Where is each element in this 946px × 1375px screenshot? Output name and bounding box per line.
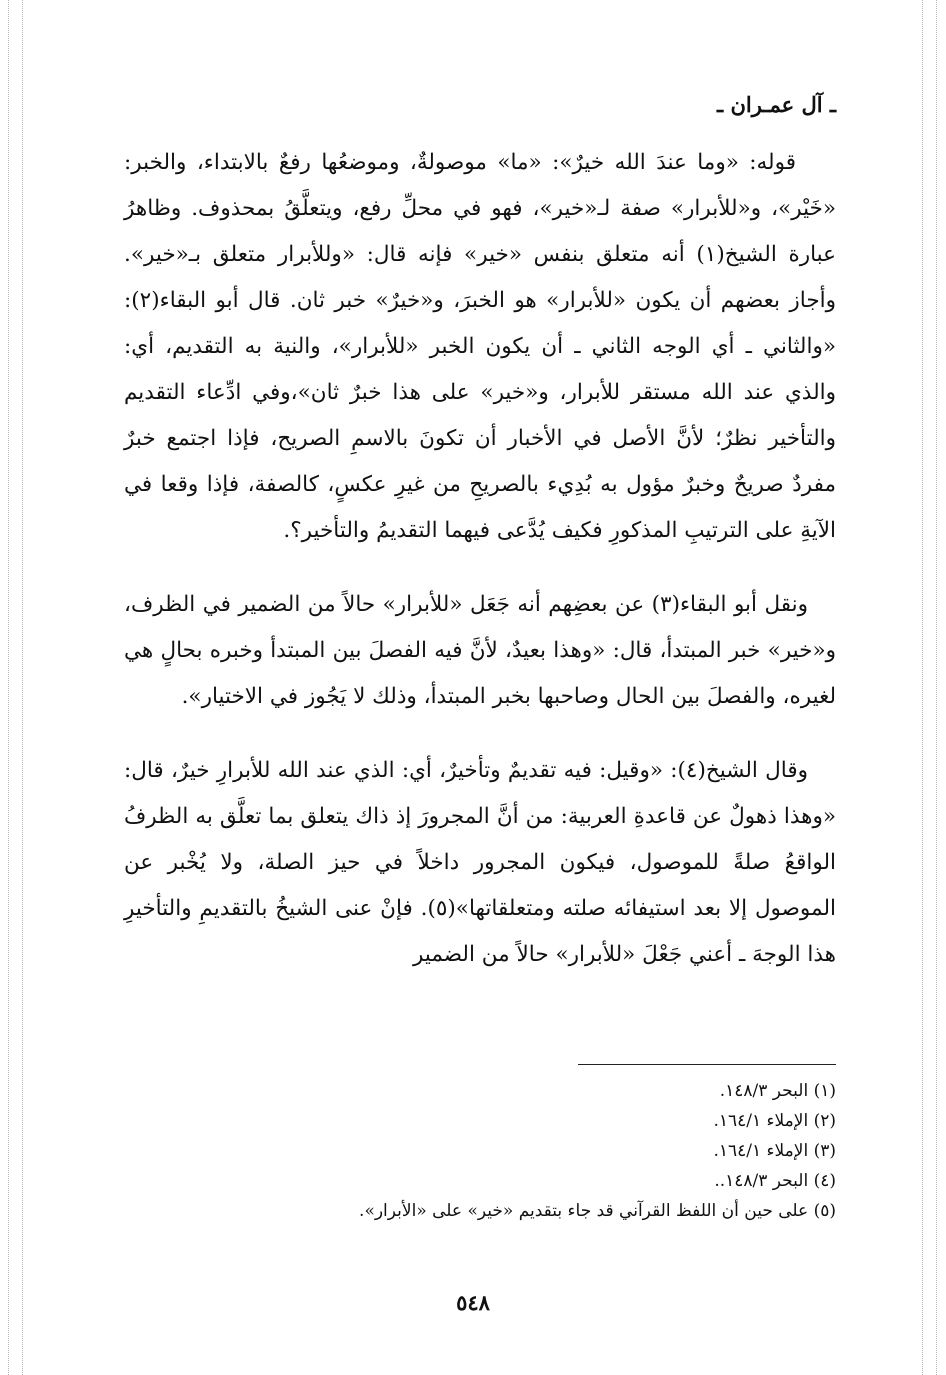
right-margin-dots-inner: [922, 0, 923, 1375]
running-head: ـ آل عمـران ـ: [717, 92, 836, 117]
footnote-2: (٢) الإملاء ١٦٤/١.: [713, 1111, 836, 1131]
footnote-separator: [578, 1064, 836, 1065]
left-margin-dots-outer: [8, 0, 9, 1375]
main-text: [124, 140, 836, 1006]
right-margin-dots-outer: [936, 0, 937, 1375]
footnotes: [124, 1076, 836, 1226]
footnote-4: (٤) البحر ١٤٨/٣..: [714, 1171, 836, 1191]
left-margin-dots-inner: [22, 0, 23, 1375]
footnote-3: (٣) الإملاء ١٦٤/١.: [713, 1141, 836, 1161]
paragraph-1: قوله: «وما عندَ الله خيرٌ»: «ما» موصولةٌ، وموضعُها رفعٌ بالابتداء، والخبر: «خَيْر»، و«للأبرار» صفة لـ«خير»، فهو في محلِّ رفع، ويتعلَّقُ بمحذوف. وظاهرُ عبارة الشيخ(١) أنه متعلق بنفس «خير» فإنه قال: «وللأبرار متعلق بـ«خير». وأجاز بعضهم أن يكون «للأبرار» هو الخبرَ، و«خيرٌ» خبر ثان. قال أبو البقاء(٢): «والثاني ـ أي الوجه الثاني ـ أن يكون الخبر «للأبرار»، والنية به التقديم، أي: والذي عند الله مستقر للأبرار، و«خير» على هذا خبرٌ ثان»،وفي ادِّعاء التقديم والتأخير نظرٌ؛ لأنَّ الأصل في الأخبار أن تكونَ بالاسمِ الصريح، فإذا اجتمع خبرٌ مفردٌ صريحٌ وخبرٌ مؤول به بُدِيء بالصريحِ من غيرِ عكسٍ، كالصفة، فإذا وقعا في الآيةِ على الترتيبِ المذكورِ فكيف يُدَّعى فيهما التقديمُ والتأخير؟.: [124, 150, 836, 543]
paragraph-3: وقال الشيخ(٤): «وقيل: فيه تقديمٌ وتأخيرٌ، أي: الذي عند الله للأبرارِ خيرٌ، قال: «وهذا ذهولٌ عن قاعدةِ العربية: من أنَّ المجرورَ إذ ذاك يتعلق بما تعلَّق به الظرفُ الواقعُ صلةً للموصول، فيكون المجرور داخلاً في حيز الصلة، ولا يُخْبر عن الموصول إلا بعد استيفائه صلته ومتعلقاتها»(٥). فإنْ عنى الشيخُ بالتقديمِ والتأخيرِ هذا الوجهَ ـ أعني جَعْلَ «للأبرار» حالاً من الضمير: [124, 758, 836, 967]
paragraph-2: ونقل أبو البقاء(٣) عن بعضِهم أنه جَعَل «للأبرار» حالاً من الضمير في الظرف، و«خير» خبر المبتدأ، قال: «وهذا بعيدٌ، لأنَّ فيه الفصلَ بين المبتدأ وخبره بحالٍ هي لغيره، والفصلَ بين الحال وصاحبها بخبر المبتدأ، وذلك لا يَجُوز في الاختيار».: [124, 592, 836, 709]
page-number: ٥٤٨: [456, 1290, 490, 1315]
footnote-5: (٥) على حين أن اللفظ القرآني قد جاء بتقديم «خير» على «الأبرار».: [359, 1201, 836, 1221]
footnote-1: (١) البحر ١٤٨/٣.: [719, 1081, 836, 1101]
